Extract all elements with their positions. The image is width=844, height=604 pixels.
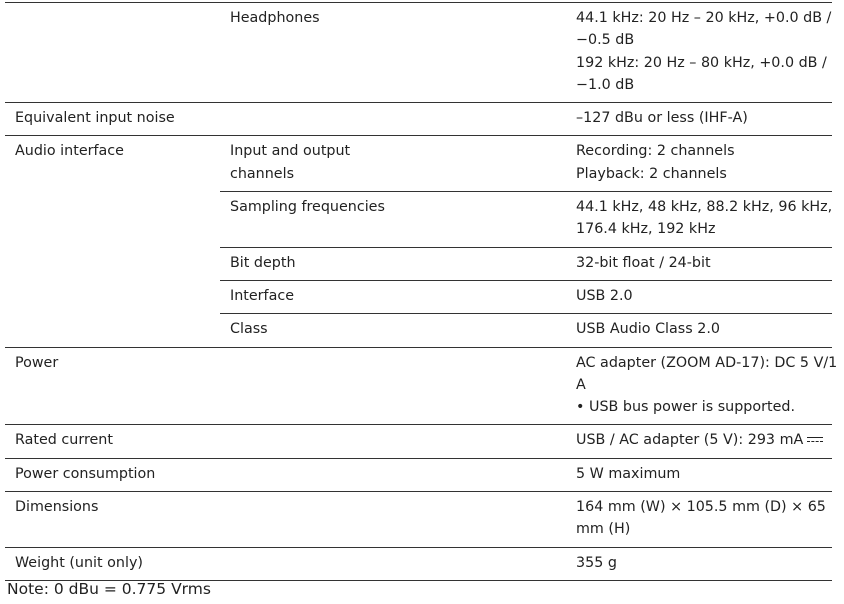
- spec-value-cell: [566, 192, 832, 248]
- spec-value-cell: [566, 280, 832, 313]
- spec-name-cell: [5, 3, 220, 103]
- spec-value-cell: [566, 458, 832, 491]
- spec-value-line: –127 dBu or less (IHF-A): [576, 110, 748, 127]
- spec-row: [5, 280, 832, 313]
- spec-subitem-cell: [220, 492, 566, 548]
- spec-name-cell: Weight (unit only): [5, 547, 220, 580]
- spec-name-cell: Rated current: [5, 425, 220, 458]
- spec-value-line: USB 2.0: [576, 287, 633, 304]
- spec-value-line: 5 W maximum: [576, 465, 681, 482]
- spec-value-line: Playback: 2 channels: [576, 165, 727, 182]
- footnote: Note: 0 dBu = 0.775 Vrms: [7, 580, 211, 598]
- spec-table: [5, 2, 838, 581]
- spec-subitem-cell: [220, 425, 566, 458]
- spec-value-line: A: [576, 376, 586, 393]
- spec-subitem-cell: Bit depth: [220, 247, 566, 280]
- spec-name-cell: [5, 247, 220, 280]
- spec-row: [5, 347, 832, 425]
- spec-value-line: −1.0 dB: [576, 76, 635, 93]
- spec-subitem-cell: Sampling frequencies: [220, 192, 566, 248]
- spec-row: [5, 247, 832, 280]
- spec-value-line: USB / AC adapter (5 V): 293 mA: [576, 432, 804, 449]
- spec-value-cell: [566, 314, 832, 347]
- spec-value-cell: [566, 425, 832, 458]
- spec-row: [5, 314, 832, 347]
- spec-subitem-cell: Headphones: [220, 3, 566, 103]
- spec-name-cell: Dimensions: [5, 492, 220, 548]
- spec-value-line: USB Audio Class 2.0: [576, 321, 720, 338]
- spec-value-line: 164 mm (W) × 105.5 mm (D) × 65: [576, 499, 826, 516]
- spec-row: [5, 3, 832, 103]
- spec-row: [5, 492, 832, 548]
- spec-value-line: −0.5 dB: [576, 32, 635, 49]
- spec-subitem-cell: [220, 458, 566, 491]
- spec-subitem-cell: Class: [220, 314, 566, 347]
- spec-value-cell: [566, 247, 832, 280]
- spec-value-cell: [566, 3, 832, 103]
- spec-row: [5, 136, 832, 192]
- spec-value-line: AC adapter (ZOOM AD-17): DC 5 V/1: [576, 354, 838, 371]
- spec-subitem-cell: Input and output channels: [220, 136, 566, 192]
- spec-subitem-cell: [220, 103, 566, 136]
- spec-value-line: • USB bus power is supported.: [576, 399, 796, 416]
- spec-row: [5, 425, 832, 458]
- spec-row: [5, 458, 832, 491]
- dc-current-symbol-icon: [807, 435, 823, 445]
- spec-value-line: mm (H): [576, 521, 631, 538]
- spec-name-cell: Audio interface: [15, 143, 124, 160]
- spec-value-line: 32-bit float / 24-bit: [576, 254, 711, 271]
- spec-row: [5, 103, 832, 136]
- spec-value-cell: [566, 103, 832, 136]
- spec-value-line: 192 kHz: 20 Hz – 80 kHz, +0.0 dB /: [576, 54, 827, 71]
- spec-name-cell: Power consumption: [5, 458, 220, 491]
- spec-name-cell: [5, 314, 220, 347]
- spec-value-cell: [566, 136, 832, 192]
- spec-value-line: 176.4 kHz, 192 kHz: [576, 221, 716, 238]
- spec-value-line: Recording: 2 channels: [576, 143, 735, 160]
- spec-value-cell: [566, 492, 832, 548]
- spec-value-line: 44.1 kHz, 48 kHz, 88.2 kHz, 96 kHz,: [576, 199, 833, 216]
- spec-name-cell: [5, 192, 220, 248]
- spec-subitem-cell: Interface: [220, 280, 566, 313]
- spec-name-cell: Power: [5, 347, 220, 425]
- spec-name-cell: [5, 280, 220, 313]
- spec-row: [5, 547, 832, 580]
- spec-subitem-cell: [220, 347, 566, 425]
- spec-value-cell: [566, 347, 838, 425]
- spec-value-line: 44.1 kHz: 20 Hz – 20 kHz, +0.0 dB /: [576, 10, 832, 26]
- spec-subitem-cell: [220, 547, 566, 580]
- spec-value-line: 355 g: [576, 554, 617, 571]
- spec-table-body: [5, 3, 838, 581]
- spec-name-cell: Equivalent input noise: [5, 103, 220, 136]
- spec-row: [5, 192, 832, 248]
- spec-value-cell: [566, 547, 832, 580]
